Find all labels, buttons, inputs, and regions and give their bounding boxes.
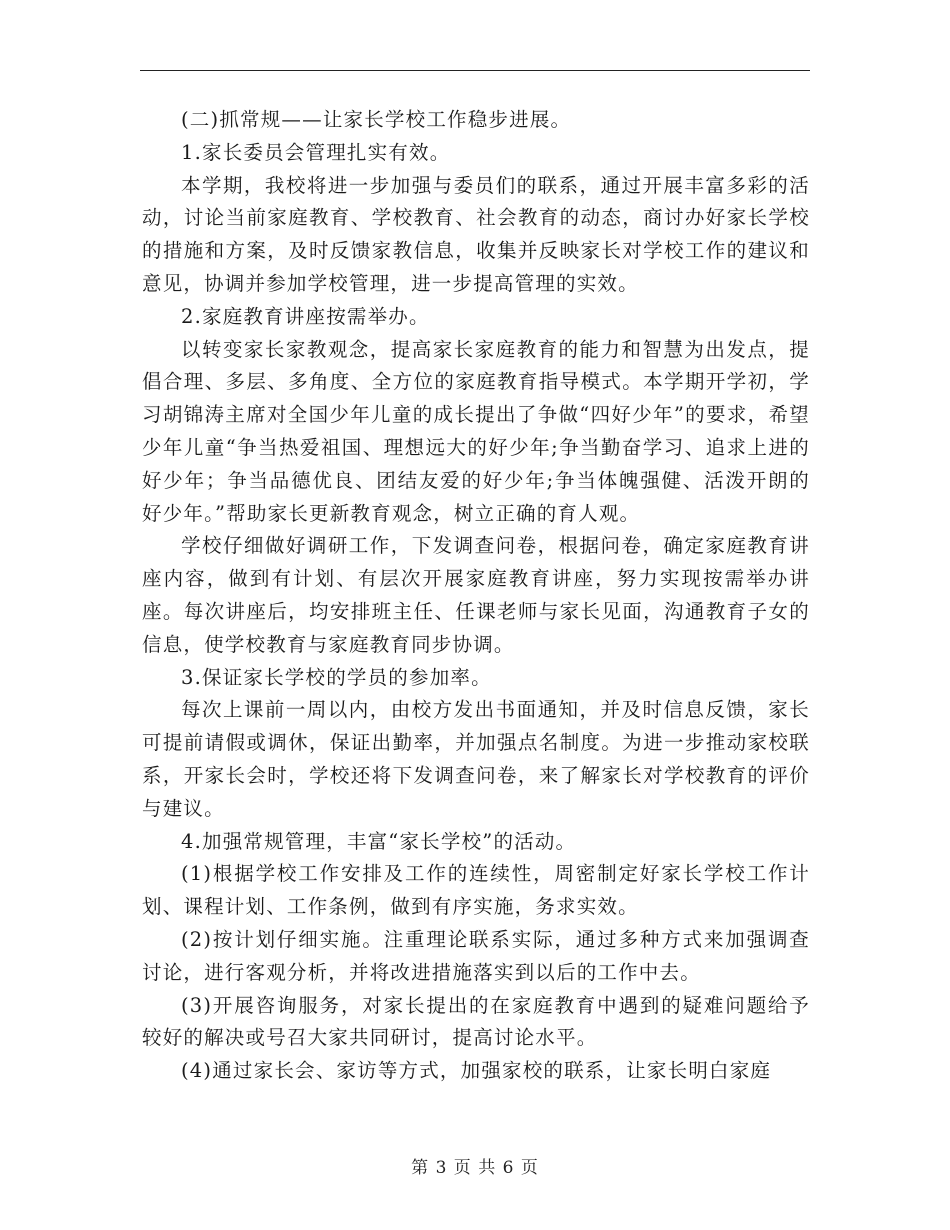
list-item: (1)根据学校工作安排及工作的连续性，周密制定好家长学校工作计划、课程计划、工作条例，做到有序实施，务求实效。: [142, 862, 810, 919]
paragraph: 每次上课前一周以内，由校方发出书面通知，并及时信息反馈，家长可提前请假或调休，保证出勤率，并加强点名制度。为进一步推动家校联系，开家长会时，学校还将下发调查问卷，来了解家长对学校教育的评价与建议。: [142, 698, 810, 820]
list-item: (4)通过家长会、家访等方式，加强家校的联系，让家长明白家庭: [181, 1059, 772, 1083]
subheading-1: 1.家长委员会管理扎实有效。: [181, 140, 451, 164]
subheading-3: 3.保证家长学校的学员的参加率。: [181, 665, 492, 689]
page-number: 第 3 页 共 6 页: [411, 1158, 539, 1178]
subheading-4: 4.加强常规管理，丰富“家长学校”的活动。: [181, 829, 577, 853]
paragraph: 本学期，我校将进一步加强与委员们的联系，通过开展丰富多彩的活动，讨论当前家庭教育、学校教育、社会教育的动态，商讨办好家长学校的措施和方案，及时反馈家教信息，收集并反映家长对学校工作的建议和意见，协调并参加学校管理，进一步提高管理的实效。: [142, 173, 810, 295]
subheading-2: 2.家庭教育讲座按需举办。: [181, 304, 430, 328]
list-item: (3)开展咨询服务，对家长提出的在家庭教育中遇到的疑难问题给予较好的解决或号召大家共同研讨，提高讨论水平。: [142, 993, 810, 1050]
paragraph: 以转变家长家教观念，提高家长家庭教育的能力和智慧为出发点，提倡合理、多层、多角度、全方位的家庭教育指导模式。本学期开学初，学习胡锦涛主席对全国少年儿童的成长提出了争做“四好少年”的要求，希望少年儿童“争当热爱祖国、理想远大的好少年;争当勤奋学习、追求上进的好少年；争当品德优良、团结友爱的好少年;争当体魄强健、活泼开朗的好少年。”帮助家长更新教育观念，树立正确的育人观。: [142, 337, 810, 525]
document-body: [142, 104, 810, 1088]
list-item: (2)按计划仔细实施。注重理论联系实际，通过多种方式来加强调查讨论，进行客观分析，并将改进措施落实到以后的工作中去。: [142, 927, 810, 984]
header-rule: [140, 70, 810, 71]
paragraph: 学校仔细做好调研工作，下发调查问卷，根据问卷，确定家庭教育讲座内容，做到有计划、有层次开展家庭教育讲座，努力实现按需举办讲座。每次讲座后，均安排班主任、任课老师与家长见面，沟通教育子女的信息，使学校教育与家庭教育同步协调。: [142, 534, 810, 656]
section-heading: (二)抓常规——让家长学校工作稳步进展。: [181, 108, 572, 131]
